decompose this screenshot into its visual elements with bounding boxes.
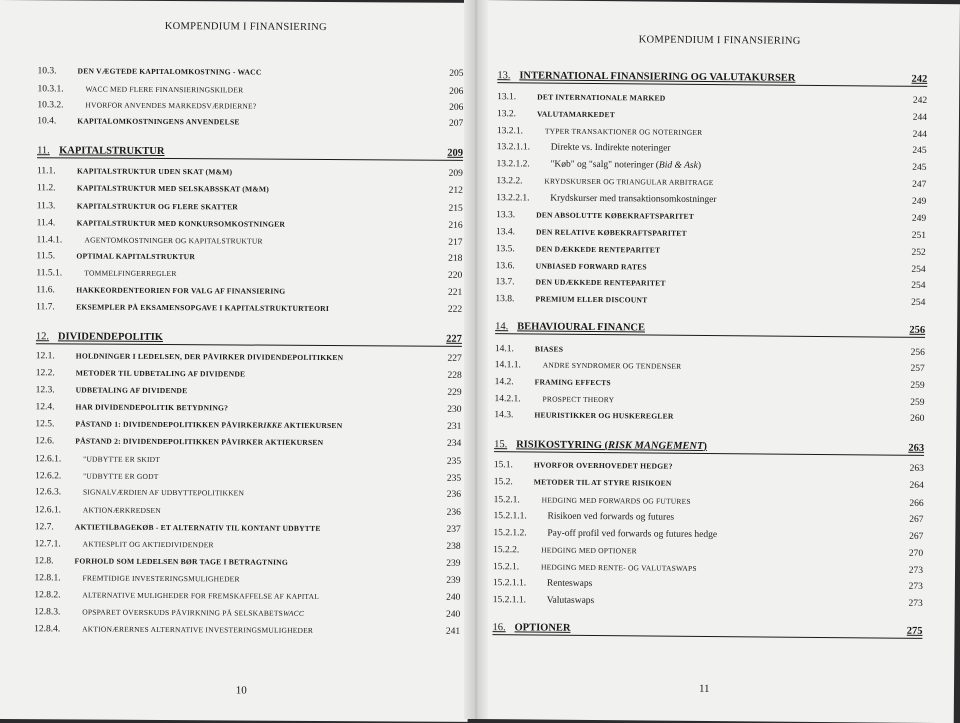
toc-entry-title: AGENTOMKOSTNINGER OG KAPITALSTRUKTUR bbox=[85, 236, 435, 247]
toc-entry bbox=[37, 100, 463, 113]
toc-entry-number: 15.2.1.1. bbox=[493, 595, 547, 605]
toc-entry-page: 263 bbox=[896, 464, 924, 474]
toc-entry bbox=[37, 235, 463, 248]
toc-entry-page: 244 bbox=[899, 130, 927, 140]
toc-entry-number: 11.5.1. bbox=[36, 268, 84, 278]
toc-entry-page: 267 bbox=[895, 532, 923, 542]
toc-entry-page: 215 bbox=[435, 204, 463, 214]
toc-entry-page: 256 bbox=[897, 325, 925, 336]
toc-entry-page: 270 bbox=[895, 549, 923, 559]
toc-entry bbox=[493, 578, 923, 592]
toc-entry bbox=[35, 539, 461, 552]
toc-entry-number: 12.8.1. bbox=[34, 573, 82, 583]
toc-entry-number: 14.3. bbox=[494, 410, 534, 420]
toc-entry-number: 13.2.1.2. bbox=[497, 159, 551, 169]
toc-entry-title: Valutaswaps bbox=[547, 596, 895, 609]
toc-entry-page: 235 bbox=[433, 457, 461, 467]
toc-entry-number: 15.1. bbox=[494, 460, 534, 470]
toc-entry-number: 15.2. bbox=[494, 477, 534, 487]
toc-entry-title: ANDRE SYNDROMER OG TENDENSER bbox=[543, 361, 897, 373]
toc-entry bbox=[494, 394, 924, 408]
toc-entry bbox=[497, 92, 927, 106]
toc-entry-page: 218 bbox=[434, 254, 462, 264]
toc-entry-number: 15.2.1.1. bbox=[493, 511, 547, 521]
toc-entry-title: "UDBYTTE ER SKIDT bbox=[83, 455, 433, 466]
toc-entry bbox=[35, 556, 461, 569]
table-of-contents bbox=[0, 0, 472, 722]
toc-entry bbox=[494, 495, 924, 509]
toc-entry bbox=[35, 402, 461, 415]
toc-entry-title: AKTIONÆRKREDSEN bbox=[83, 506, 433, 517]
toc-entry-title: HEDGING MED FORWARDS OG FUTURES bbox=[542, 496, 896, 508]
toc-entry-title: SIGNALVÆRDIEN AF UDBYTTEPOLITIKKEN bbox=[83, 488, 433, 499]
toc-entry-page: 206 bbox=[435, 103, 463, 113]
toc-entry-page: 217 bbox=[434, 238, 462, 248]
toc-entry-title: DIVIDENDEPOLITIK bbox=[58, 331, 434, 344]
book-spine bbox=[464, 0, 488, 719]
toc-entry-title: KRYDSKURSER OG TRIANGULAR ARBITRAGE bbox=[544, 177, 898, 189]
toc-entry-title bbox=[516, 439, 896, 453]
toc-entry-number: 10.3. bbox=[38, 66, 78, 76]
toc-entry-page: 254 bbox=[897, 298, 925, 308]
toc-entry-title bbox=[82, 608, 432, 619]
toc-chapter-entry bbox=[497, 70, 927, 87]
toc-entry-title: PÅSTAND 2: DIVIDENDEPOLITIKKEN PÅVIRKER AKTIEKURSEN bbox=[75, 436, 433, 447]
toc-entry-number: 10.3.2. bbox=[37, 100, 85, 110]
toc-entry bbox=[35, 522, 461, 535]
table-of-contents bbox=[474, 0, 960, 723]
toc-entry-title: HVORFOR ANVENDES MARKEDSVÆRDIERNE? bbox=[85, 101, 435, 112]
toc-entry-title: DEN VÆGTEDE KAPITALOMKOSTNING - WACC bbox=[78, 66, 436, 77]
toc-entry-title-italic: IKKE bbox=[263, 421, 282, 430]
toc-entry-title: HEDGING MED RENTE- OG VALUTASWAPS bbox=[541, 563, 895, 575]
toc-entry-title: KAPITALSTRUKTUR UDEN SKAT (M&M) bbox=[77, 166, 435, 177]
toc-entry-title: KAPITALSTRUKTUR OG FLERE SKATTER bbox=[77, 201, 435, 212]
toc-entry bbox=[36, 351, 462, 364]
toc-entry-page: 205 bbox=[436, 69, 464, 79]
toc-entry-page: 239 bbox=[433, 559, 461, 569]
toc-entry bbox=[37, 183, 463, 196]
toc-entry-number: 13.4. bbox=[496, 227, 536, 237]
toc-entry-page: 238 bbox=[433, 542, 461, 552]
toc-entry-title: DEN UDÆKKEDE RENTEPARITET bbox=[536, 277, 898, 289]
toc-entry-number: 16. bbox=[492, 622, 514, 633]
toc-entry-page: 264 bbox=[896, 481, 924, 491]
toc-entry-title-italic: Bid & Ask bbox=[659, 161, 698, 171]
toc-chapter-entry bbox=[36, 331, 462, 347]
toc-entry-page: 244 bbox=[899, 113, 927, 123]
toc-chapter-entry bbox=[495, 321, 925, 338]
toc-entry-title: VALUTAMARKEDET bbox=[537, 110, 899, 122]
toc-entry-page: 229 bbox=[434, 388, 462, 398]
toc-entry-title: KAPITALOMKOSTNINGENS ANVENDELSE bbox=[77, 116, 435, 127]
toc-entry-number: 13.8. bbox=[495, 294, 535, 304]
toc-entry-number: 13.2. bbox=[497, 109, 537, 119]
toc-entry-page: 260 bbox=[896, 414, 924, 424]
toc-entry-title-part: ) bbox=[698, 161, 701, 171]
toc-entry bbox=[36, 251, 462, 264]
toc-entry bbox=[494, 477, 924, 491]
toc-entry-page: 216 bbox=[435, 221, 463, 231]
toc-entry bbox=[495, 344, 925, 358]
toc-entry-number: 15.2.1.1. bbox=[493, 578, 547, 588]
toc-entry-number: 11.4. bbox=[37, 218, 77, 228]
toc-entry-page: 237 bbox=[433, 525, 461, 535]
toc-entry-title: Risikoen ved forwards og futures bbox=[547, 512, 895, 525]
toc-entry-page: 245 bbox=[899, 163, 927, 173]
toc-entry-title: HOLDNINGER I LEDELSEN, DER PÅVIRKER DIVIDENDEPOLITIKKEN bbox=[76, 351, 434, 362]
toc-entry-page: 235 bbox=[433, 474, 461, 484]
toc-entry-title: OPTIMAL KAPITALSTRUKTUR bbox=[76, 251, 434, 262]
toc-entry-title: Krydskurser med transaktionsomkostninger bbox=[550, 194, 898, 207]
toc-entry bbox=[496, 227, 926, 241]
toc-entry bbox=[36, 368, 462, 381]
toc-entry-number: 11. bbox=[37, 145, 59, 156]
toc-entry bbox=[493, 511, 923, 525]
toc-entry-number: 15. bbox=[494, 439, 516, 450]
toc-entry-number: 15.2.1.2. bbox=[493, 528, 547, 538]
toc-entry-title: UNBIASED FORWARD RATES bbox=[536, 261, 898, 273]
toc-entry-page: 240 bbox=[432, 610, 460, 620]
toc-entry-title: Direkte vs. Indirekte noteringer bbox=[551, 143, 899, 156]
toc-entry-number: 12.4. bbox=[35, 402, 75, 412]
toc-entry-page: 245 bbox=[899, 146, 927, 156]
toc-entry-page: 263 bbox=[896, 443, 924, 454]
toc-entry-title: OPTIONER bbox=[514, 622, 894, 636]
toc-entry-number: 12.8.2. bbox=[34, 590, 82, 600]
toc-entry bbox=[37, 84, 463, 97]
toc-entry-page: 254 bbox=[898, 265, 926, 275]
toc-entry-title: DEN RELATIVE KØBEKRAFTSPARITET bbox=[536, 227, 898, 239]
toc-entry-page: 273 bbox=[895, 582, 923, 592]
toc-entry-title: METODER TIL UDBETALING AF DIVIDENDE bbox=[76, 368, 434, 379]
toc-entry-title: KAPITALSTRUKTUR bbox=[59, 145, 435, 158]
toc-entry-page: 275 bbox=[894, 626, 922, 637]
toc-entry-title bbox=[75, 419, 433, 430]
toc-entry bbox=[34, 624, 460, 637]
toc-entry-number: 13.3. bbox=[496, 210, 536, 220]
toc-entry bbox=[496, 176, 926, 190]
toc-entry-page: 227 bbox=[434, 354, 462, 364]
toc-entry-page: 241 bbox=[432, 627, 460, 637]
toc-entry-page: 236 bbox=[433, 508, 461, 518]
toc-entry bbox=[35, 436, 461, 449]
toc-entry-page: 209 bbox=[435, 169, 463, 179]
toc-entry-title-part: AKTIEKURSEN bbox=[282, 421, 342, 430]
toc-entry bbox=[34, 607, 460, 620]
page-header: KOMPENDIUM I FINANSIERING bbox=[10, 20, 482, 34]
toc-entry-page: 206 bbox=[435, 87, 463, 97]
toc-entry-number: 13.5. bbox=[496, 244, 536, 254]
toc-entry-page: 273 bbox=[895, 566, 923, 576]
toc-entry bbox=[493, 562, 923, 576]
toc-entry-number: 12.8.4. bbox=[34, 624, 82, 634]
toc-entry-title-part: PÅSTAND 1: DIVIDENDEPOLITIKKEN PÅVIRKER bbox=[75, 419, 263, 429]
toc-entry-title-italic: WACC bbox=[283, 609, 304, 618]
toc-entry-number: 13.7. bbox=[495, 277, 535, 287]
toc-entry bbox=[37, 218, 463, 231]
toc-entry-number: 10.4. bbox=[37, 116, 77, 126]
toc-entry-page: 240 bbox=[432, 593, 460, 603]
toc-entry-title: BIASES bbox=[535, 344, 897, 356]
toc-entry-page: 231 bbox=[433, 422, 461, 432]
toc-entry-page: 209 bbox=[435, 148, 463, 159]
toc-entry bbox=[494, 410, 924, 424]
toc-entry-page: 249 bbox=[898, 197, 926, 207]
page-number: 10 bbox=[236, 684, 247, 696]
toc-entry-number: 14.1. bbox=[495, 344, 535, 354]
toc-entry-title: INTERNATIONAL FINANSIERING OG VALUTAKURSER bbox=[519, 70, 899, 84]
toc-entry-page: 249 bbox=[898, 214, 926, 224]
toc-entry bbox=[497, 109, 927, 123]
toc-entry-title: ALTERNATIVE MULIGHEDER FOR FREMSKAFFELSE AF KAPITAL bbox=[82, 591, 432, 602]
toc-entry-page: 234 bbox=[433, 439, 461, 449]
toc-entry-page: 242 bbox=[899, 96, 927, 106]
toc-entry-number: 15.2.1. bbox=[494, 495, 542, 505]
toc-entry-number: 15.2.1. bbox=[493, 562, 541, 572]
toc-entry-title: DEN ABSOLUTTE KØBEKRAFTSPARITET bbox=[536, 210, 898, 222]
toc-entry-title: HVORFOR OVERHOVEDET HEDGE? bbox=[534, 460, 896, 472]
toc-entry-title: PROSPECT THEORY bbox=[542, 395, 896, 407]
toc-entry-number: 11.1. bbox=[37, 166, 77, 176]
toc-entry-number: 12.2. bbox=[36, 368, 76, 378]
toc-entry-number: 11.6. bbox=[36, 285, 76, 295]
toc-entry-page: 266 bbox=[896, 499, 924, 509]
toc-entry bbox=[36, 285, 462, 298]
toc-entry bbox=[35, 419, 461, 432]
toc-entry-page: 251 bbox=[898, 231, 926, 241]
toc-entry-number: 14.1.1. bbox=[495, 360, 543, 370]
toc-entry bbox=[36, 302, 462, 315]
toc-entry-title: HEDGING MED OPTIONER bbox=[541, 546, 895, 558]
toc-entry-title: Renteswaps bbox=[547, 579, 895, 592]
toc-entry-page: 256 bbox=[897, 348, 925, 358]
toc-entry-title: TYPER TRANSAKTIONER OG NOTERINGER bbox=[545, 127, 899, 139]
toc-entry-title: WACC MED FLERE FINANSIERINGSKILDER bbox=[85, 85, 435, 96]
toc-chapter-entry bbox=[37, 145, 463, 161]
toc-entry-number: 12.7.1. bbox=[35, 539, 83, 549]
right-page bbox=[474, 0, 960, 723]
toc-entry bbox=[496, 244, 926, 258]
toc-entry-title: DEN DÆKKEDE RENTEPARITET bbox=[536, 244, 898, 256]
toc-entry bbox=[37, 201, 463, 214]
toc-entry bbox=[37, 166, 463, 179]
toc-entry-title-part: RISIKOSTYRING ( bbox=[516, 439, 608, 451]
toc-entry bbox=[495, 377, 925, 391]
toc-entry-title: FRAMING EFFECTS bbox=[535, 377, 897, 389]
toc-entry-number: 10.3.1. bbox=[37, 84, 85, 94]
toc-entry-page: 228 bbox=[434, 371, 462, 381]
toc-entry-number: 14. bbox=[495, 321, 517, 332]
toc-entry-page: 273 bbox=[895, 599, 923, 609]
toc-entry-number: 13. bbox=[497, 70, 519, 81]
toc-entry-number: 15.2.2. bbox=[493, 545, 541, 555]
toc-entry bbox=[38, 66, 464, 79]
toc-entry-number: 11.2. bbox=[37, 183, 77, 193]
toc-entry-number: 13.2.1. bbox=[497, 126, 545, 136]
toc-entry-number: 13.2.2. bbox=[496, 176, 544, 186]
toc-entry-title: HAKKEORDENTEORIEN FOR VALG AF FINANSIERING bbox=[76, 285, 434, 296]
left-page bbox=[0, 0, 472, 722]
toc-entry-number: 13.6. bbox=[496, 261, 536, 271]
toc-entry-page: 254 bbox=[897, 281, 925, 291]
toc-entry-title: KAPITALSTRUKTUR MED SELSKABSSKAT (M&M) bbox=[77, 183, 435, 194]
toc-entry-title: FORHOLD SOM LEDELSEN BØR TAGE I BETRAGTNING bbox=[75, 556, 433, 567]
toc-entry-number: 11.7. bbox=[36, 302, 76, 312]
toc-entry-page: 242 bbox=[899, 74, 927, 85]
toc-entry bbox=[496, 210, 926, 224]
toc-entry-number: 12.1. bbox=[36, 351, 76, 361]
toc-entry-title-part: OPSPARET OVERSKUDS PÅVIRKNING PÅ SELSKABETS bbox=[82, 608, 283, 618]
toc-entry bbox=[495, 277, 925, 291]
toc-entry bbox=[37, 116, 463, 129]
toc-entry-number: 13.1. bbox=[497, 92, 537, 102]
toc-entry-title: HAR DIVIDENDEPOLITIK BETYDNING? bbox=[75, 402, 433, 413]
toc-entry-number: 11.4.1. bbox=[37, 235, 85, 245]
toc-entry-title: UDBETALING AF DIVIDENDE bbox=[76, 385, 434, 396]
toc-entry-page: 207 bbox=[435, 119, 463, 129]
toc-entry bbox=[35, 471, 461, 484]
toc-entry-number: 12.6.3. bbox=[35, 487, 83, 497]
toc-entry bbox=[35, 454, 461, 467]
toc-entry-number: 12. bbox=[36, 331, 58, 342]
toc-entry-page: 236 bbox=[433, 490, 461, 500]
toc-entry-title bbox=[551, 160, 899, 173]
toc-entry-number: 14.2. bbox=[495, 377, 535, 387]
toc-entry-title: AKTIETILBAGEKØB - ET ALTERNATIV TIL KONTANT UDBYTTE bbox=[75, 522, 433, 533]
toc-entry bbox=[497, 159, 927, 173]
toc-entry bbox=[36, 385, 462, 398]
page-number: 11 bbox=[699, 683, 710, 695]
toc-entry bbox=[493, 595, 923, 609]
toc-entry-number: 12.6.1. bbox=[35, 454, 83, 464]
toc-entry-title: KAPITALSTRUKTUR MED KONKURSOMKOSTNINGER bbox=[77, 218, 435, 229]
toc-entry-number: 12.6. bbox=[35, 436, 75, 446]
toc-entry-page: 212 bbox=[435, 186, 463, 196]
toc-entry-title: FREMTIDIGE INVESTERINGSMULIGHEDER bbox=[82, 574, 432, 585]
toc-entry bbox=[497, 126, 927, 140]
toc-entry-number: 12.6.1. bbox=[35, 505, 83, 515]
toc-chapter-entry bbox=[494, 439, 924, 456]
toc-entry bbox=[36, 268, 462, 281]
toc-entry-title-italic: RISK MANGEMENT bbox=[608, 440, 703, 452]
toc-entry bbox=[495, 360, 925, 374]
toc-entry-title: DET INTERNATIONALE MARKED bbox=[537, 93, 899, 105]
toc-entry bbox=[496, 193, 926, 207]
toc-entry-number: 12.3. bbox=[36, 385, 76, 395]
toc-entry-page: 239 bbox=[432, 576, 460, 586]
toc-entry-page: 230 bbox=[433, 405, 461, 415]
toc-entry-title: METODER TIL AT STYRE RISIKOEN bbox=[534, 477, 896, 489]
toc-entry-page: 220 bbox=[434, 271, 462, 281]
toc-entry bbox=[496, 261, 926, 275]
toc-entry-title: BEHAVIOURAL FINANCE bbox=[517, 321, 897, 335]
toc-entry-number: 13.2.2.1. bbox=[496, 193, 550, 203]
toc-entry-title: HEURISTIKKER OG HUSKEREGLER bbox=[534, 410, 896, 422]
page-header: KOMPENDIUM I FINANSIERING bbox=[480, 33, 960, 48]
toc-entry-number: 11.3. bbox=[37, 201, 77, 211]
toc-entry-page: 259 bbox=[896, 398, 924, 408]
toc-chapter-entry bbox=[492, 622, 922, 639]
toc-entry bbox=[34, 590, 460, 603]
toc-entry-title-part: ) bbox=[703, 441, 707, 452]
toc-entry bbox=[495, 294, 925, 308]
toc-entry bbox=[493, 528, 923, 542]
toc-entry-page: 222 bbox=[434, 305, 462, 315]
toc-entry-number: 11.5. bbox=[36, 251, 76, 261]
toc-entry-number: 12.6.2. bbox=[35, 471, 83, 481]
toc-entry-page: 257 bbox=[897, 364, 925, 374]
toc-entry-page: 267 bbox=[895, 515, 923, 525]
toc-entry-number: 13.2.1.1. bbox=[497, 142, 551, 152]
toc-entry-number: 12.5. bbox=[35, 419, 75, 429]
toc-entry-title: AKTIONÆRERNES ALTERNATIVE INVESTERINGSMULIGHEDER bbox=[82, 625, 432, 636]
toc-entry-number: 12.8.3. bbox=[34, 607, 82, 617]
toc-entry-title: "UDBYTTE ER GODT bbox=[83, 472, 433, 483]
toc-entry-page: 247 bbox=[898, 180, 926, 190]
toc-entry bbox=[35, 505, 461, 518]
toc-entry-page: 227 bbox=[434, 334, 462, 345]
toc-entry-title: PREMIUM ELLER DISCOUNT bbox=[535, 294, 897, 306]
toc-entry bbox=[35, 487, 461, 500]
toc-entry-page: 259 bbox=[897, 381, 925, 391]
toc-entry bbox=[497, 142, 927, 156]
toc-entry-title: Pay-off profil ved forwards og futures hedge bbox=[547, 529, 895, 542]
toc-entry-number: 12.7. bbox=[35, 522, 75, 532]
toc-entry-title-part: "Køb" og "salg" noteringer ( bbox=[551, 160, 659, 171]
toc-entry bbox=[493, 545, 923, 559]
toc-entry-page: 252 bbox=[898, 248, 926, 258]
toc-entry-title: AKTIESPLIT OG AKTIEDIVIDENDER bbox=[83, 540, 433, 551]
toc-entry-number: 12.8. bbox=[35, 556, 75, 566]
toc-entry bbox=[494, 460, 924, 474]
toc-entry-number: 14.2.1. bbox=[494, 394, 542, 404]
toc-entry-page: 221 bbox=[434, 288, 462, 298]
toc-entry bbox=[34, 573, 460, 586]
toc-entry-title: EKSEMPLER PÅ EKSAMENSOPGAVE I KAPITALSTRUKTURTEORI bbox=[76, 302, 434, 313]
toc-entry-title: TOMMELFINGERREGLER bbox=[84, 269, 434, 280]
